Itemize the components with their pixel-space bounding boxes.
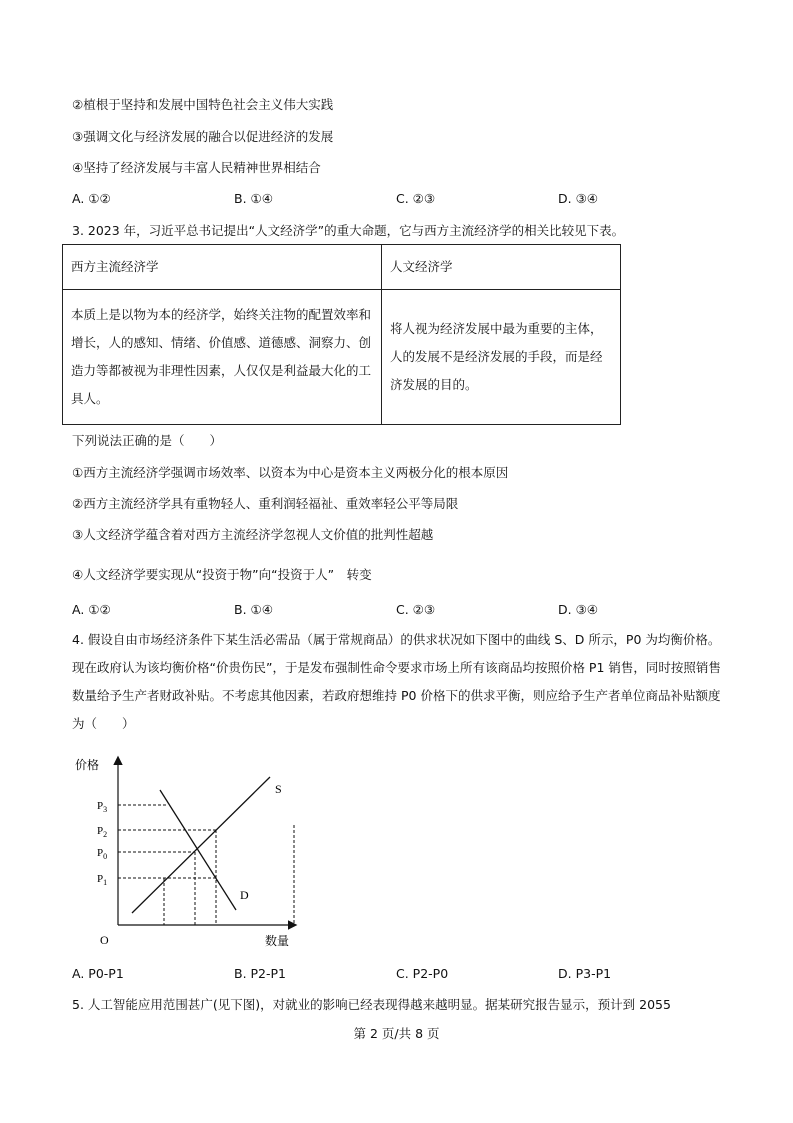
origin-label: O — [100, 933, 109, 947]
table-cell-western: 本质上是以物为本的经济学，始终关注物的配置效率和增长，人的感知、情绪、价值感、道德感、洞察力、创造力等都被视为非理性因素，人仅仅是利益最大化的工具人。 — [63, 290, 382, 425]
table-header-western: 西方主流经济学 — [63, 245, 382, 290]
q4-option-d[interactable]: D. P3-P1 — [558, 966, 612, 981]
q4-option-a[interactable]: A. P0-P1 — [72, 966, 124, 981]
x-axis-label: 数量 — [265, 934, 290, 948]
supply-curve — [132, 777, 270, 913]
price-labels — [97, 800, 107, 887]
q4-option-c[interactable]: C. P2-P0 — [396, 966, 449, 981]
supply-label: S — [275, 782, 282, 796]
q2-item-3: ③强调文化与经济发展的融合以促进经济的发展 — [72, 129, 334, 144]
comparison-table — [62, 244, 621, 425]
q2-item-2: ②植根于坚持和发展中国特色社会主义伟大实践 — [72, 97, 334, 112]
q3-item-3: ③人文经济学蕴含着对西方主流经济学忽视人文价值的批判性超越 — [72, 527, 434, 542]
supply-demand-chart — [70, 755, 310, 955]
q2-item-4: ④坚持了经济发展与丰富人民精神世界相结合 — [72, 160, 321, 175]
q3-option-a[interactable]: A. ①② — [72, 602, 111, 617]
q2-options — [72, 190, 632, 208]
q2-option-d[interactable]: D. ③④ — [558, 191, 598, 206]
q2-option-a[interactable]: A. ①② — [72, 191, 111, 206]
q4-stem: 4. 假设自由市场经济条件下某生活必需品（属于常规商品）的供求状况如下图中的曲线 S、D 所示，P0 为均衡价格。现在政府认为该均衡价格“价贵伤民”，于是发布强制性命令要求市场上所有该商品均按照价格 P1 销售，同时按照销售数量给予生产者财政补贴。不考虑其他因素，若政府想维持 P0 价格下的供求平衡，则应给予生产者单位商品补贴额度为（ ） — [72, 632, 721, 731]
y-axis-label: 价格 — [75, 758, 100, 772]
demand-label: D — [240, 888, 249, 902]
q3-option-d[interactable]: D. ③④ — [558, 602, 598, 617]
table-cell-humanistic: 将人视为经济发展中最为重要的主体，人的发展不是经济发展的手段，而是经济发展的目的。 — [382, 290, 621, 425]
q4-option-b[interactable]: B. P2-P1 — [234, 966, 287, 981]
q3-stem: 3. 2023 年，习近平总书记提出“人文经济学”的重大命题，它与西方主流经济学的相关比较见下表。 — [72, 223, 625, 238]
q2-option-c[interactable]: C. ②③ — [396, 191, 436, 206]
q3-item-1: ①西方主流经济学强调市场效率、以资本为中心是资本主义两极分化的根本原因 — [72, 465, 509, 480]
demand-curve — [160, 790, 236, 910]
q3-option-b[interactable]: B. ①④ — [234, 602, 273, 617]
q3-item-4: ④人文经济学要实现从“投资于物”向“投资于人” 转变 — [72, 567, 372, 582]
q2-option-b[interactable]: B. ①④ — [234, 191, 273, 206]
p3-label: $P_3$ — [97, 800, 108, 814]
q3-prompt: 下列说法正确的是（ ） — [72, 433, 223, 448]
q3-options — [72, 601, 632, 619]
page-footer: 第 2 页/共 8 页 — [353, 1026, 440, 1041]
table-header-humanistic: 人文经济学 — [382, 245, 621, 290]
q5-stem: 5. 人工智能应用范围甚广(见下图)，对就业的影响已经表现得越来越明显。据某研究报告显示，预计到 2055 — [72, 997, 671, 1012]
p1-label: $P_1$ — [97, 873, 108, 887]
q4-options — [72, 965, 632, 983]
q3-item-2: ②西方主流经济学具有重物轻人、重利润轻福祉、重效率轻公平等局限 — [72, 496, 459, 511]
p2-label: $P_2$ — [97, 825, 108, 839]
q3-option-c[interactable]: C. ②③ — [396, 602, 436, 617]
p0-label: $P_0$ — [97, 847, 108, 861]
